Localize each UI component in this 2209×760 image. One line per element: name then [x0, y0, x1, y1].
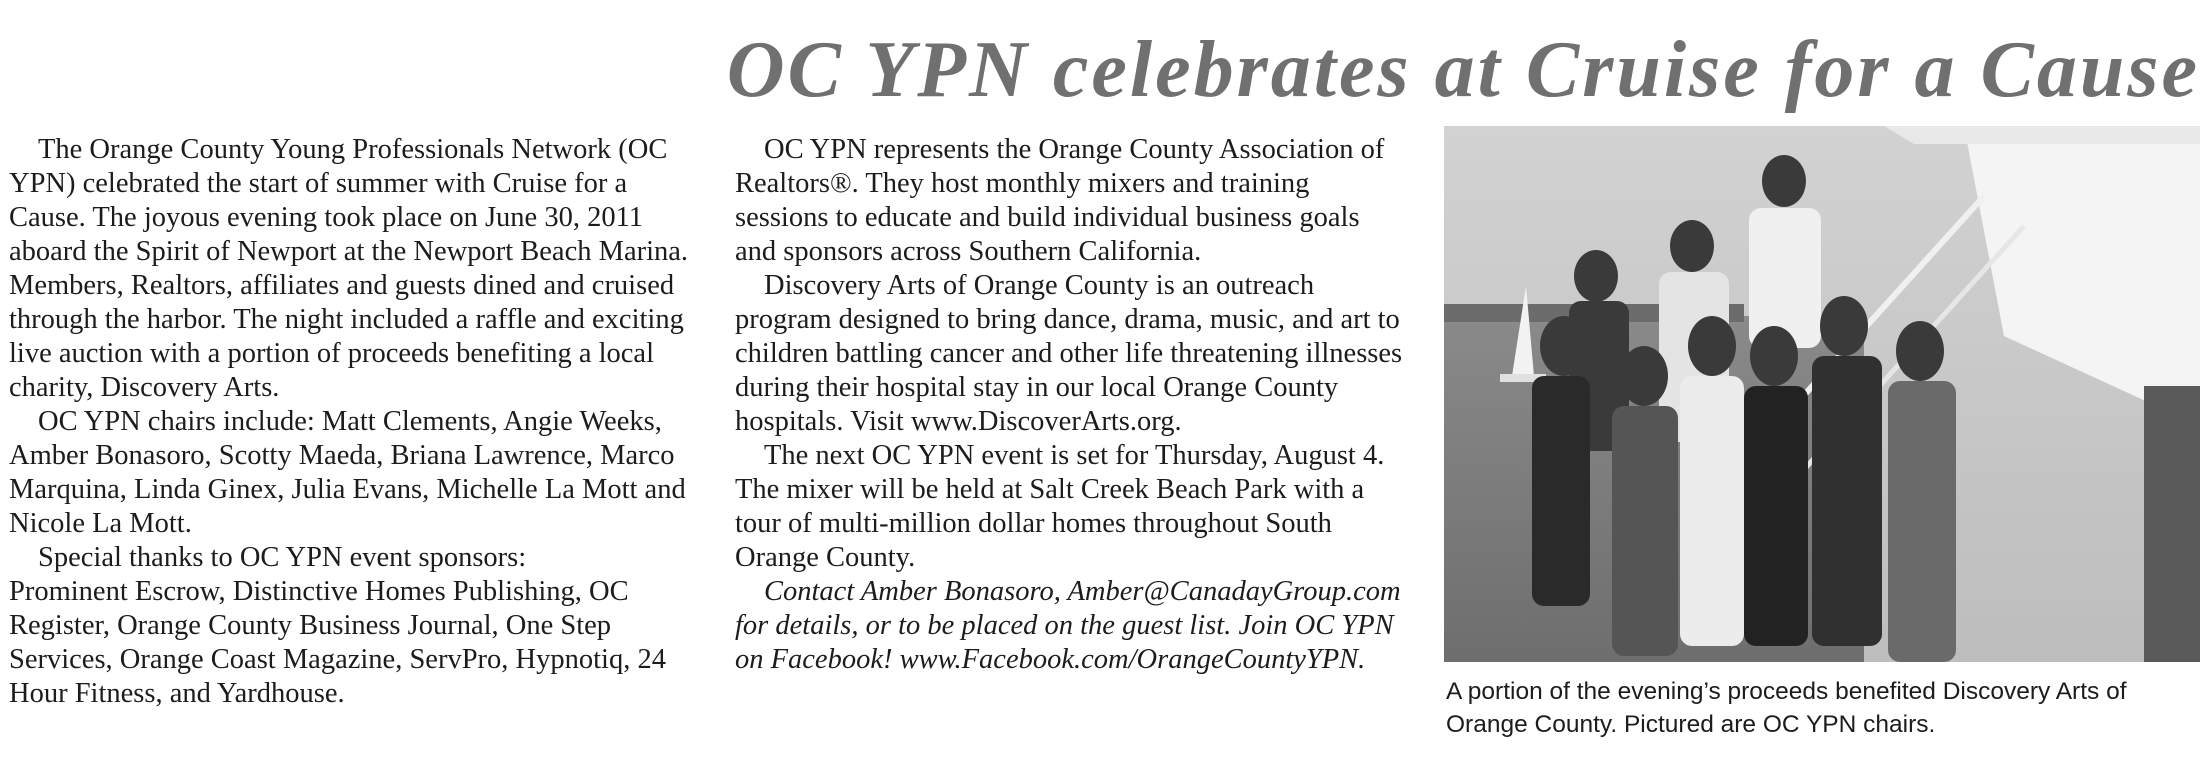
article-column-1 [9, 133, 699, 711]
paragraph-about-ocypn: OC YPN represents the Orange County Association of Realtors®. They host monthly mixers and training sessions to educate and build individual business goals and sponsors across Southern California. [735, 134, 1385, 267]
event-photo-image [1444, 126, 2200, 662]
paragraph-discovery-arts: Discovery Arts of Orange County is an outreach program designed to bring dance, drama, music, and art to children battling cancer and other life threatening illnesses during their hospital stay in our local Orange County hospitals. Visit www.DiscoverArts.org. [735, 270, 1403, 437]
paragraph-sponsors-list: Prominent Escrow, Distinctive Homes Publishing, OC Register, Orange County Business Journal, One Step Services, Orange Coast Magazine, ServPro, Hypnotiq, 24 Hour Fitness, and Yardhouse. [9, 576, 666, 709]
paragraph-event-intro: The Orange County Young Professionals Network (OC YPN) celebrated the start of summer with Cruise for a Cause. The joyous evening took place on June 30, 2011 aboard the Spirit of Newport at the Newport Beach Marina. Members, Realtors, affiliates and guests dined and cruised through the harbor. The night included a raffle and exciting live auction with a portion of proceeds benefiting a local charity, Discovery Arts. [9, 134, 689, 403]
paragraph-chairs: OC YPN chairs include: Matt Clements, Angie Weeks, Amber Bonasoro, Scotty Maeda, Briana Lawrence, Marco Marquina, Linda Ginex, Julia Evans, Michelle La Mott and Nicole La Mott. [9, 406, 686, 539]
photo-caption: A portion of the evening’s proceeds benefited Discovery Arts of Orange County. Pictured are OC YPN chairs. [1446, 678, 2127, 738]
event-photo [1444, 126, 2200, 662]
paragraph-sponsors-heading: Special thanks to OC YPN event sponsors: [38, 542, 527, 573]
article-column-2 [735, 133, 1405, 677]
headline: OC YPN celebrates at Cruise for a Cause [726, 26, 2200, 114]
paragraph-contact: Contact Amber Bonasoro, Amber@CanadayGroup.com for details, or to be placed on the guest list. Join OC YPN on Facebook! www.Facebook.com/OrangeCountyYPN. [735, 576, 1401, 675]
paragraph-next-event: The next OC YPN event is set for Thursday, August 4. The mixer will be held at Salt Creek Beach Park with a tour of multi-million dollar homes throughout South Orange County. [735, 440, 1385, 573]
